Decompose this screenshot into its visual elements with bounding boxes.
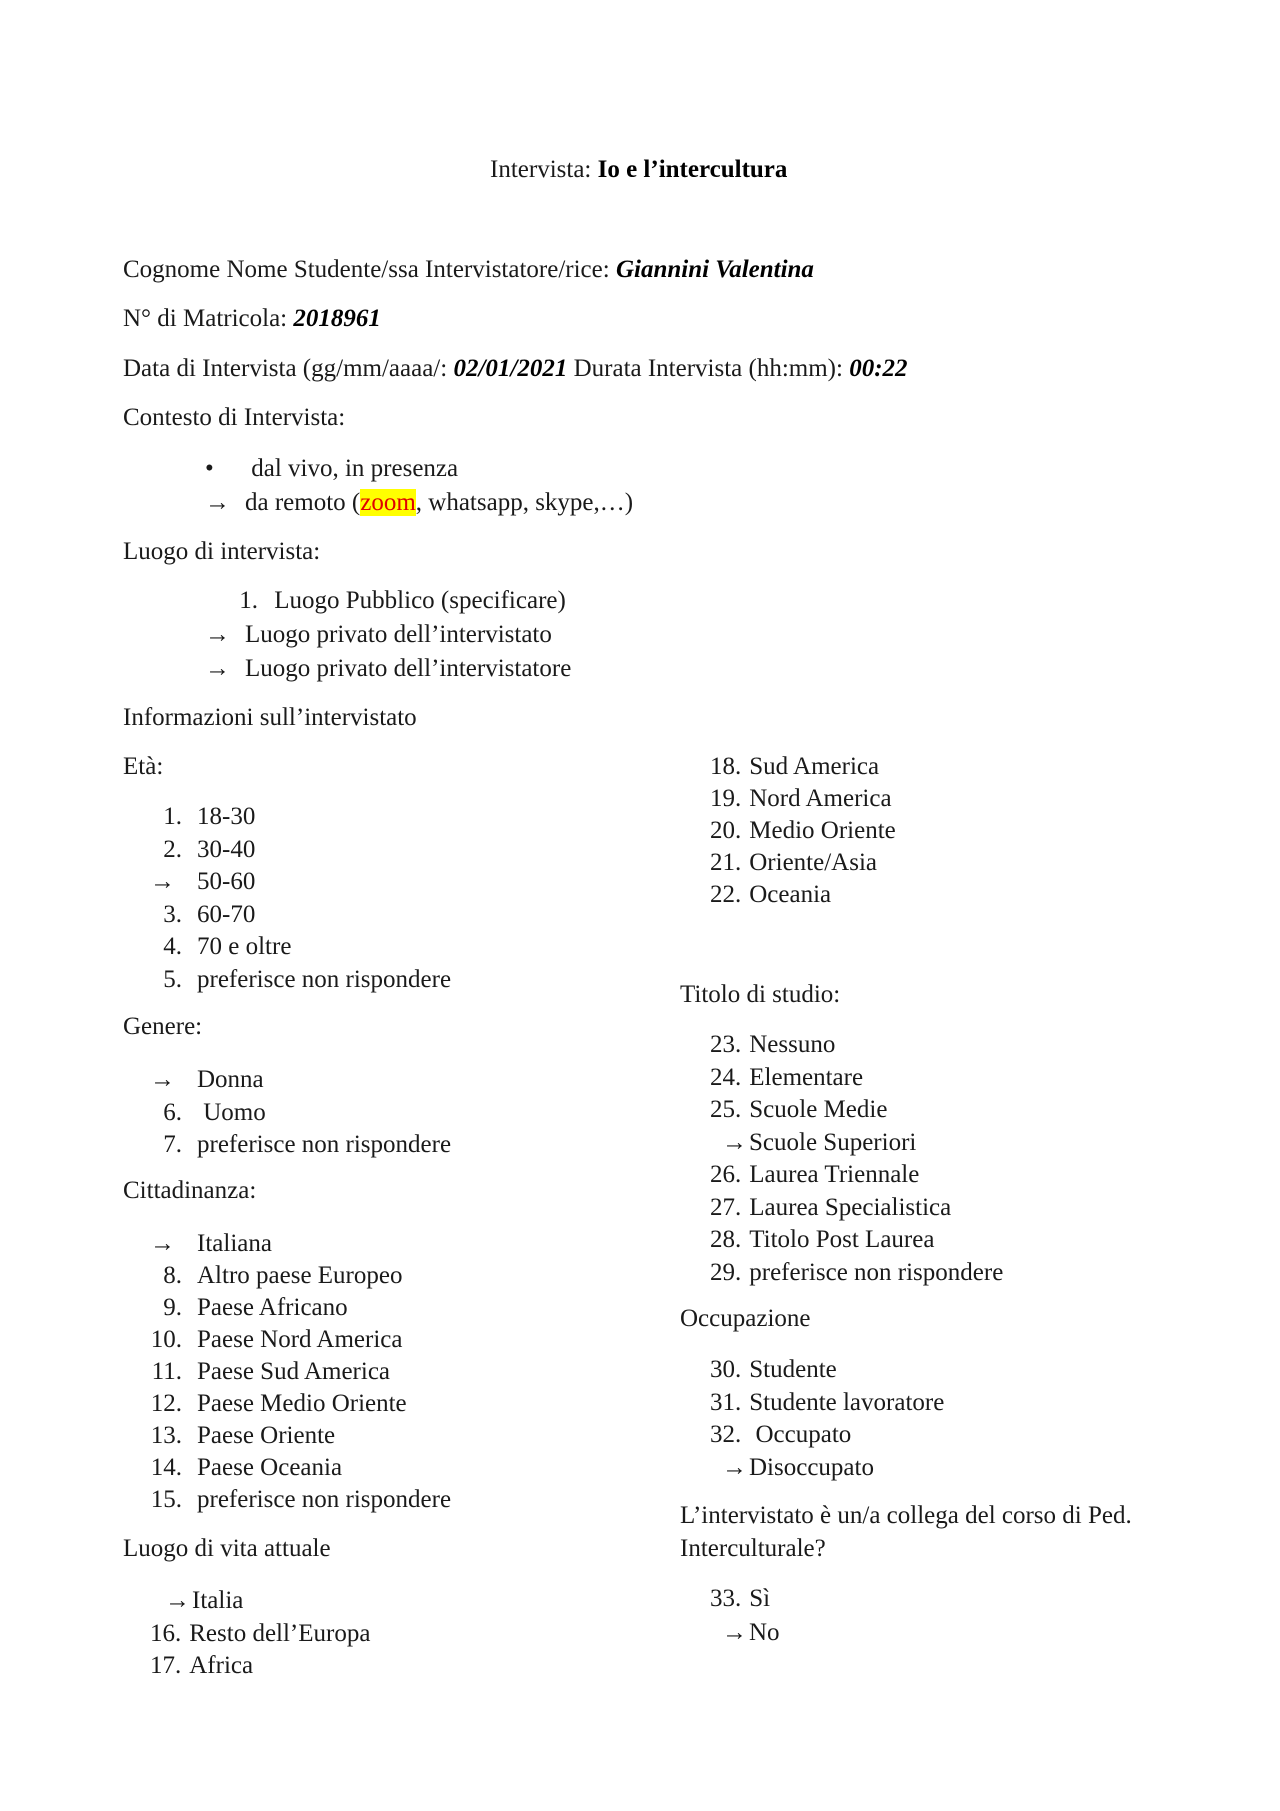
list-item: 13. Paese Oriente xyxy=(150,1422,336,1449)
bullet-icon: • xyxy=(205,455,214,482)
item-number: 4. xyxy=(163,933,182,961)
student-name: Giannini Valentina xyxy=(615,256,814,283)
list-item: 20. Medio Oriente xyxy=(710,817,896,844)
list-item: → Luogo privato dell’intervistatore xyxy=(205,655,572,682)
arrow-right-icon: → xyxy=(150,868,175,896)
item-number: 27. xyxy=(710,1193,742,1221)
matricola-field: N° di Matricola: 2018961 xyxy=(123,305,381,332)
list-item: 14. Paese Oceania xyxy=(150,1454,343,1481)
matricola-value: 2018961 xyxy=(293,305,381,332)
list-item: 18. Sud America xyxy=(710,753,880,780)
list-item: 17. Africa xyxy=(150,1652,254,1679)
list-item: 11. Paese Sud America xyxy=(151,1358,391,1385)
list-item: 31. Studente lavoratore xyxy=(710,1388,945,1416)
list-item: 28. Titolo Post Laurea xyxy=(710,1226,935,1253)
list-item: 1. 18-30 xyxy=(150,803,255,832)
list-item: 16. Resto dell’Europa xyxy=(150,1620,371,1647)
list-item: 33. Sì xyxy=(710,1585,771,1612)
item-number: 19. xyxy=(710,785,742,812)
list-item: 15. preferisce non rispondere xyxy=(150,1486,452,1513)
arrow-right-icon: → xyxy=(205,489,230,516)
list-item: 7. preferisce non rispondere xyxy=(150,1131,451,1160)
arrow-right-icon: → xyxy=(205,621,230,648)
item-number: 13. xyxy=(150,1422,182,1449)
date-field: Data di Intervista (gg/mm/aaaa/: 02/01/2021 Durata Intervista (hh:mm): 00:22 xyxy=(123,355,908,382)
item-number: 16. xyxy=(150,1620,182,1647)
vita-heading: Luogo di vita attuale xyxy=(123,1535,331,1562)
luogo-heading: Luogo di intervista: xyxy=(123,538,321,565)
list-item: → Italiana xyxy=(150,1230,272,1257)
arrow-right-icon: → xyxy=(150,1230,175,1257)
list-item: 27. Laurea Specialistica xyxy=(710,1193,952,1221)
item-number: 9. xyxy=(163,1294,182,1321)
contesto-heading: Contesto di Intervista: xyxy=(123,404,346,431)
arrow-right-icon: → xyxy=(722,1619,747,1646)
arrow-right-icon: → xyxy=(165,1587,190,1614)
item-number: 18. xyxy=(710,753,742,780)
item-number: 31. xyxy=(710,1388,742,1416)
list-item: →No xyxy=(722,1619,780,1646)
item-number: 28. xyxy=(710,1226,742,1253)
list-item: →Scuole Superiori xyxy=(722,1128,917,1156)
arrow-right-icon: → xyxy=(150,1066,175,1093)
list-item: 22. Oceania xyxy=(710,881,832,908)
item-number: 10. xyxy=(150,1326,182,1353)
item-number: 22. xyxy=(710,881,742,908)
list-item: 26. Laurea Triennale xyxy=(710,1161,920,1188)
item-number: 2. xyxy=(163,835,182,863)
item-number: 20. xyxy=(710,817,742,844)
item-number: 15. xyxy=(150,1486,182,1513)
interview-name: Io e l’intercultura xyxy=(597,156,788,183)
item-number: 32. xyxy=(710,1421,742,1448)
item-number: 29. xyxy=(710,1258,742,1286)
list-item: 21. Oriente/Asia xyxy=(710,849,877,876)
item-number: 3. xyxy=(163,900,182,928)
item-number: 1. xyxy=(163,803,182,830)
studio-heading: Titolo di studio: xyxy=(680,981,841,1008)
collega-heading-2: Interculturale? xyxy=(680,1535,826,1562)
item-number: 33. xyxy=(710,1585,742,1612)
list-item: → da remoto (zoom, whatsapp, skype,…) xyxy=(205,489,634,516)
item-number: 7. xyxy=(163,1131,182,1159)
item-number: 12. xyxy=(150,1390,182,1417)
item-number: 8. xyxy=(163,1262,182,1289)
list-item: 24. Elementare xyxy=(710,1063,864,1091)
list-item: → 50-60 xyxy=(150,868,256,896)
item-number: 5. xyxy=(163,966,182,993)
list-item: → Donna xyxy=(150,1066,264,1093)
arrow-right-icon: → xyxy=(722,1453,747,1481)
list-item: 3. 60-70 xyxy=(150,901,255,930)
item-number: 17. xyxy=(150,1652,182,1679)
list-item: 6. Uomo xyxy=(150,1099,266,1128)
list-item: 8. Altro paese Europeo xyxy=(150,1262,402,1291)
list-item: 5. preferisce non rispondere xyxy=(150,966,451,995)
list-item: 4. 70 e oltre xyxy=(150,933,291,962)
item-number: 14. xyxy=(150,1454,182,1481)
info-heading: Informazioni sull’intervistato xyxy=(123,704,417,731)
eta-heading: Età: xyxy=(123,753,164,780)
list-item: 30. Studente xyxy=(710,1356,837,1383)
list-item: 29. preferisce non rispondere xyxy=(710,1258,1004,1286)
occupazione-heading: Occupazione xyxy=(680,1305,811,1332)
page-title: Intervista: Io e l’intercultura xyxy=(490,156,788,183)
item-number: 24. xyxy=(710,1063,742,1091)
arrow-right-icon: → xyxy=(722,1128,747,1156)
date-value: 02/01/2021 xyxy=(453,355,568,382)
item-number: 30. xyxy=(710,1356,742,1383)
duration-value: 00:22 xyxy=(849,355,908,382)
list-item: 2. 30-40 xyxy=(150,836,255,865)
student-field: Cognome Nome Studente/ssa Intervistatore/rice: Giannini Valentina xyxy=(123,256,814,283)
list-item: 25. Scuole Medie xyxy=(710,1096,888,1123)
list-item: 23. Nessuno xyxy=(710,1031,836,1058)
list-item: 19. Nord America xyxy=(710,785,892,812)
item-number: 6. xyxy=(163,1098,182,1126)
list-item: • dal vivo, in presenza xyxy=(205,455,459,482)
item-number: 21. xyxy=(710,849,742,876)
collega-heading-1: L’intervistato è un/a collega del corso di Ped. xyxy=(680,1502,1132,1529)
list-item: → Luogo privato dell’intervistato xyxy=(205,621,552,648)
highlighted-zoom: zoom xyxy=(360,489,416,516)
cittadinanza-heading: Cittadinanza: xyxy=(123,1177,257,1204)
list-item: 10. Paese Nord America xyxy=(150,1326,403,1353)
item-number: 11. xyxy=(151,1358,182,1385)
genere-heading: Genere: xyxy=(123,1013,203,1040)
list-item: 1. Luogo Pubblico (specificare) xyxy=(239,587,566,614)
list-item: →Disoccupato xyxy=(722,1453,874,1481)
item-number: 25. xyxy=(710,1096,742,1123)
arrow-right-icon: → xyxy=(205,655,230,682)
list-item: →Italia xyxy=(165,1587,244,1614)
item-number: 26. xyxy=(710,1161,742,1188)
item-number: 23. xyxy=(710,1031,742,1058)
list-item: 32. Occupato xyxy=(710,1421,852,1448)
list-item: 9. Paese Africano xyxy=(150,1294,348,1323)
list-item: 12. Paese Medio Oriente xyxy=(150,1390,407,1417)
